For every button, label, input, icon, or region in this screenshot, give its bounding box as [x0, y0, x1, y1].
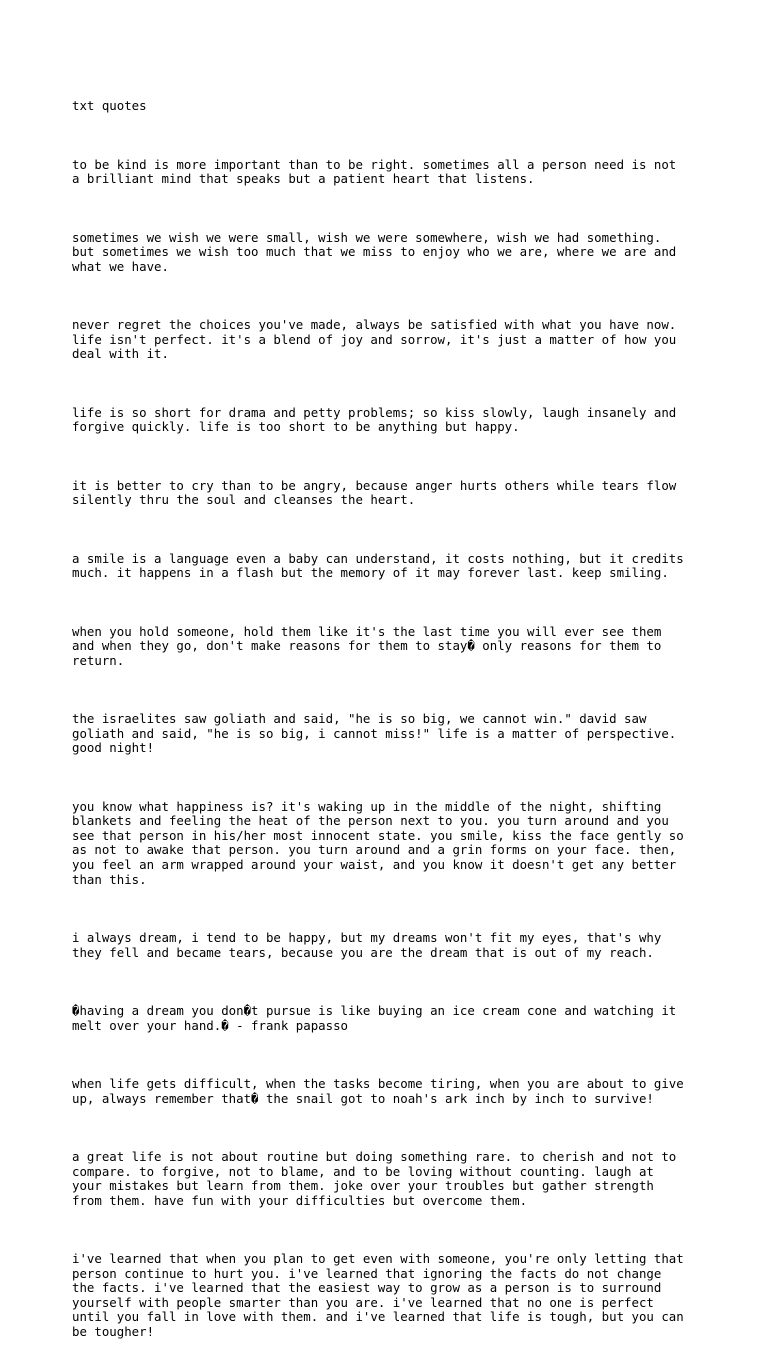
quote-paragraph: i've learned that when you plan to get even with someone, you're only letting that person continue to hurt you. i've learned that ignoring the facts do not change the facts. i've learned that the easiest way to grow as a person is to surround yourself with people smarter than you are. i've learned that no one is perfect until you fall in love with them. and i've learned that life is tough, but you can be tougher!: [72, 1251, 684, 1340]
quote-paragraph: when life gets difficult, when the tasks become tiring, when you are about to give up, always remember that� the snail got to noah's ark inch by inch to survive!: [72, 1075, 684, 1106]
quote-paragraph: a smile is a language even a baby can understand, it costs nothing, but it credits much. it happens in a flash but the memory of it may forever last. keep smiling.: [72, 550, 684, 581]
document-title: txt quotes: [72, 98, 147, 114]
quote-paragraph: sometimes we wish we were small, wish we were somewhere, wish we had something. but sometimes we wish too much that we miss to enjoy who we are, where we are and what we have.: [72, 229, 677, 274]
quote-paragraph: you know what happiness is? it's waking up in the middle of the night, shifting blankets and feeling the heat of the person next to you. you turn around and you see that person in his/her most innocent state. you smile, kiss the face gently so as not to awake that person. you turn around and a grin forms on your face. then, you feel an arm wrapped around your waist, and you know it doesn't get any better than this.: [72, 798, 684, 887]
quote-paragraph: i always dream, i tend to be happy, but my dreams won't fit my eyes, that's why they fell and became tears, because you are the dream that is out of my reach.: [72, 930, 662, 960]
quote-paragraph: a great life is not about routine but doing something rare. to cherish and not to compare. to forgive, not to blame, and to be loving without counting. laugh at your mistakes but learn from them. joke over your troubles but gather strength from them. have fun with your difficulties but overcome them.: [72, 1148, 677, 1208]
quote-paragraph: when you hold someone, hold them like it's the last time you will ever see them and when they go, don't make reasons for them to stay� only reasons for them to return.: [72, 623, 662, 668]
quote-paragraph: �having a dream you don�t pursue is like buying an ice cream cone and watching it melt over your hand.� - frank papasso: [72, 1003, 677, 1033]
quote-paragraph: never regret the choices you've made, always be satisfied with what you have now. life isn't perfect. it's a blend of joy and sorrow, it's just a matter of how you deal with it.: [72, 317, 677, 362]
quote-paragraph: life is so short for drama and petty problems; so kiss slowly, laugh insanely and forgive quickly. life is too short to be anything but happy.: [72, 404, 677, 435]
quote-paragraph: it is better to cry than to be angry, because anger hurts others while tears flow silently thru the soul and cleanses the heart.: [72, 477, 677, 508]
quote-paragraph: the israelites saw goliath and said, "he is so big, we cannot win." david saw goliath and said, "he is so big, i cannot miss!" life is a matter of perspective. good night!: [72, 711, 677, 756]
document-page: [72, 70, 702, 1369]
quote-paragraph: to be kind is more important than to be right. sometimes all a person need is not a brilliant mind that speaks but a patient heart that listens.: [72, 156, 677, 187]
